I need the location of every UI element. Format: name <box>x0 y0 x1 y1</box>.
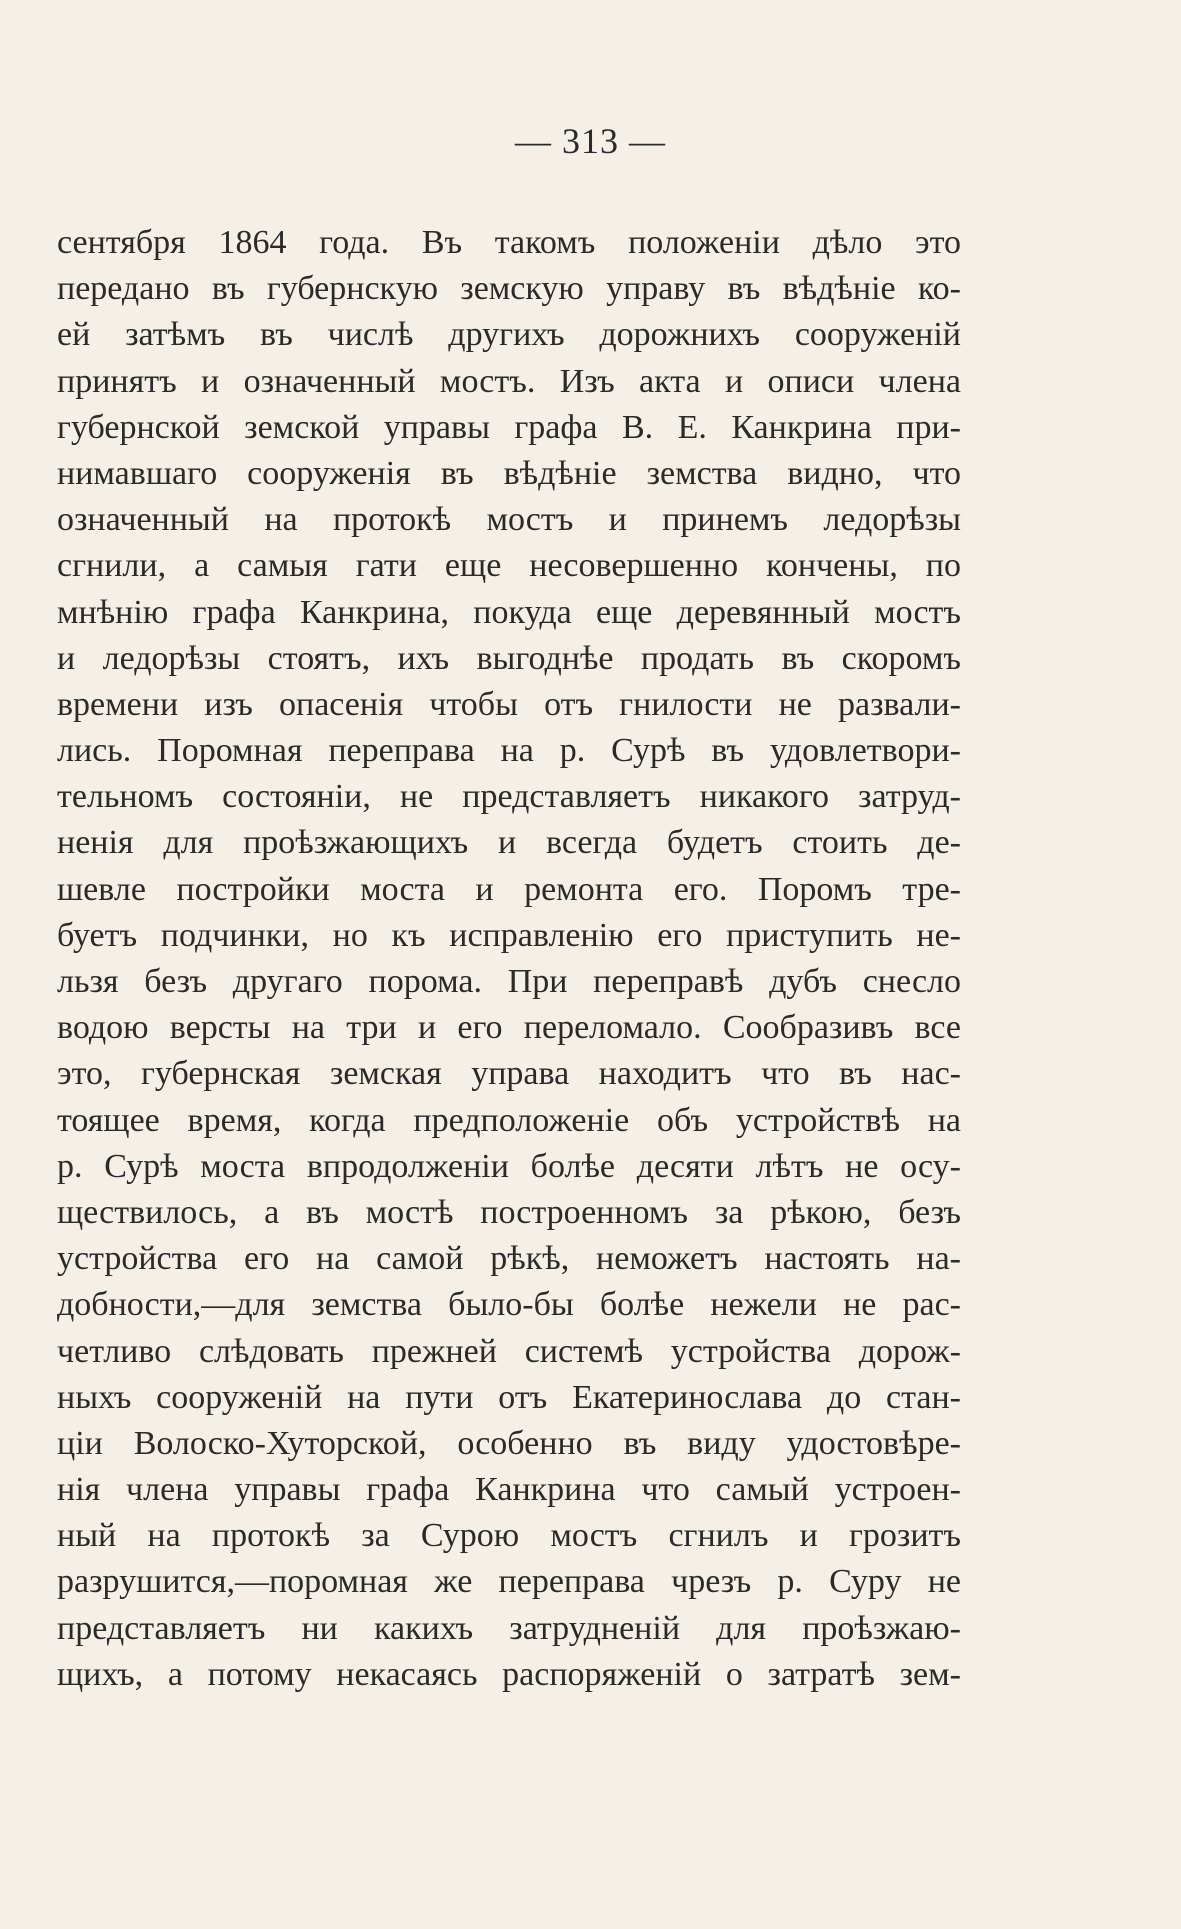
text-line: тоящее время, когда предположенiе объ устройствѣ на <box>57 1101 961 1139</box>
text-line: ный на протокѣ за Сурою мостъ сгнилъ и грозитъ <box>57 1517 961 1555</box>
text-line: ненiя для проѣзжающихъ и всегда будетъ стоить де- <box>57 824 961 862</box>
text-line: это, губернская земская управа находитъ что въ нас- <box>57 1055 961 1093</box>
text-line: буетъ подчинки, но къ исправленiю его приступить не- <box>57 916 961 954</box>
text-line: четливо слѣдовать прежней системѣ устройства дорож- <box>57 1332 961 1370</box>
text-line: нiя члена управы графа Канкрина что самый устроен- <box>57 1471 961 1509</box>
text-line: сентября 1864 года. Въ такомъ положенiи дѣло это <box>57 224 961 261</box>
text-line: ей затѣмъ въ числѣ другихъ дорожнихъ сооруженiй <box>57 316 961 354</box>
text-line: цiи Волоско-Хуторской, особенно въ виду удостовѣре- <box>57 1424 961 1462</box>
text-line: принятъ и означенный мостъ. Изъ акта и описи члена <box>57 362 961 400</box>
text-line: мнѣнiю графа Канкрина, покуда еще деревянный мостъ <box>57 593 961 631</box>
text-line: устройства его на самой рѣкѣ, неможетъ настоять на- <box>57 1240 961 1278</box>
text-line: щихъ, а потому некасаясь распоряженiй о затратѣ зем- <box>57 1655 961 1693</box>
body-text <box>57 220 961 1698</box>
text-line: добности,—для земства было-бы болѣе нежели не рас- <box>57 1286 961 1324</box>
text-line: лись. Поромная переправа на р. Сурѣ въ удовлетвори- <box>57 732 961 770</box>
text-line: губернской земской управы графа В. Е. Канкрина при- <box>57 408 961 446</box>
text-line: р. Сурѣ моста впродолженiи болѣе десяти лѣтъ не осу- <box>57 1147 961 1185</box>
text-line: означенный на протокѣ мостъ и принемъ ледорѣзы <box>57 501 961 539</box>
text-line: времени изъ опасенiя чтобы отъ гнилости не развали- <box>57 685 961 723</box>
text-line: ныхъ сооруженiй на пути отъ Екатеринослава до стан- <box>57 1378 961 1416</box>
text-line: водою версты на три и его переломало. Сообразивъ все <box>57 1009 961 1047</box>
text-line: сгнили, а самыя гати еще несовершенно кончены, по <box>57 547 961 585</box>
page-number: — 313 — <box>515 121 666 161</box>
text-line: тельномъ состоянiи, не представляетъ никакого затруд- <box>57 778 961 816</box>
text-line: ществилось, а въ мостѣ построенномъ за рѣкою, безъ <box>57 1193 961 1231</box>
text-line: разрушится,—поромная же переправа чрезъ р. Суру не <box>57 1563 961 1601</box>
text-line: нимавшаго сооруженiя въ вѣдѣнiе земства видно, что <box>57 454 961 492</box>
text-line: передано въ губернскую земскую управу въ вѣдѣнiе ко- <box>57 270 961 308</box>
text-line: льзя безъ другаго порома. При переправѣ дубъ снесло <box>57 963 961 1000</box>
text-line: шевле постройки моста и ремонта его. Поромъ тре- <box>57 870 961 908</box>
text-line: представляетъ ни какихъ затрудненiй для проѣзжаю- <box>57 1609 961 1647</box>
text-line: и ледорѣзы стоятъ, ихъ выгоднѣе продать въ скоромъ <box>57 639 961 677</box>
